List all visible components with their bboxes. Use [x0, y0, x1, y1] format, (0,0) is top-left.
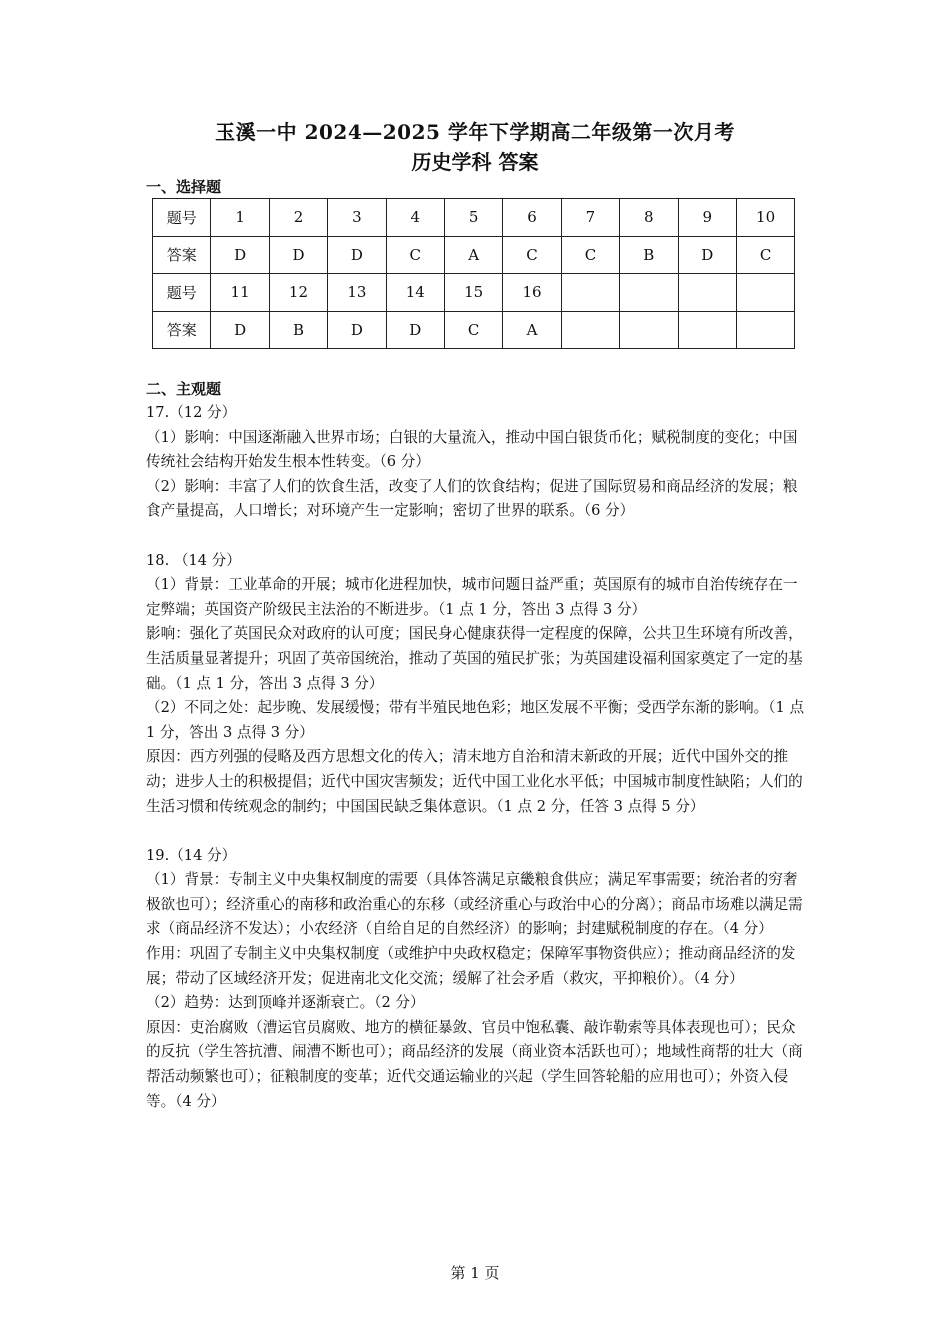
question-19-part3: （2）趋势：达到顶峰并逐渐衰亡。（2 分）	[146, 994, 425, 1012]
question-18-part1: （1）背景：工业革命的开展；城市化进程加快，城市问题日益严重；英国原有的城市自治传统存在一定弊端；英国资产阶级民主法治的不断进步。（1 点 1 分，答出 3 点得 3 分）	[146, 576, 798, 618]
table-cell: D	[269, 236, 327, 274]
table-cell: D	[211, 311, 269, 349]
table-cell	[561, 274, 619, 312]
table-cell	[620, 274, 678, 312]
table-cell	[678, 311, 736, 349]
page-number: 第 1 页	[450, 1264, 500, 1282]
table-cell: 2	[269, 199, 327, 237]
question-19-heading: 19.（14 分）	[146, 846, 237, 864]
table-cell: D	[328, 236, 386, 274]
spacer	[146, 524, 810, 549]
table-cell: 题号	[153, 199, 211, 237]
table-cell: 答案	[153, 311, 211, 349]
table-cell	[620, 311, 678, 349]
question-18-part2: 影响：强化了英国民众对政府的认可度；国民身心健康获得一定程度的保障，公共卫生环境有所改善，生活质量显著提升；巩固了英帝国统治，推动了英国的殖民扩张；为英国建设福利国家奠定了一定的基础。（1 点 1 分，答出 3 点得 3 分）	[146, 625, 803, 692]
answer-table	[152, 198, 795, 349]
question-19-part4: 原因：吏治腐败（漕运官员腐败、地方的横征暴敛、官员中饱私囊、敲诈勒索等具体表现也可）；民众的反抗（学生答抗漕、闹漕不断也可）；商品经济的发展（商业资本活跃也可）；地域性商帮的壮大（商帮活动频繁也可）；征粮制度的变革；近代交通运输业的兴起（学生回答轮船的应用也可）；外资入侵等。（4 分）	[146, 1018, 803, 1110]
table-cell: C	[386, 236, 444, 274]
table-row	[153, 274, 795, 312]
table-cell: 15	[444, 274, 502, 312]
page-subtitle: 历史学科 答案	[411, 150, 539, 174]
table-cell: D	[386, 311, 444, 349]
question-19-part2: 作用：巩固了专制主义中央集权制度（或维护中央政权稳定；保障军事物资供应）；推动商品经济的发展；带动了区域经济开发；促进南北文化交流；缓解了社会矛盾（救灾，平抑粮价）。（4 分）	[146, 945, 796, 987]
table-cell: 答案	[153, 236, 211, 274]
table-cell	[736, 311, 794, 349]
subjective-answers	[146, 401, 810, 1114]
table-cell: 5	[444, 199, 502, 237]
table-cell: C	[444, 311, 502, 349]
table-cell: D	[678, 236, 736, 274]
table-cell: 10	[736, 199, 794, 237]
question-17-part2: （2）影响：丰富了人们的饮食生活，改变了人们的饮食结构；促进了国际贸易和商品经济的发展；粮食产量提高，人口增长；对环境产生一定影响；密切了世界的联系。（6 分）	[146, 477, 798, 520]
table-row	[153, 199, 795, 237]
question-18-heading: 18. （14 分）	[146, 551, 241, 569]
table-cell: 7	[561, 199, 619, 237]
question-18-part4: 原因：西方列强的侵略及西方思想文化的传入；清末地方自治和清末新政的开展；近代中国外交的推动；进步人士的积极提倡；近代中国灾害频发；近代中国工业化水平低；中国城市制度性缺陷；人们的生活习惯和传统观念的制约；中国国民缺乏集体意识。（1 点 2 分，任答 3 点得 5 分）	[146, 748, 803, 815]
table-cell: 8	[620, 199, 678, 237]
table-cell: 3	[328, 199, 386, 237]
table-cell: 题号	[153, 274, 211, 312]
question-17-heading: 17.（12 分）	[146, 404, 237, 421]
page-title: 玉溪一中 2024—2025 学年下学期高二年级第一次月考	[215, 120, 735, 144]
table-cell: 11	[211, 274, 269, 312]
table-cell: C	[561, 236, 619, 274]
table-row	[153, 311, 795, 349]
table-cell: 1	[211, 199, 269, 237]
table-cell	[678, 274, 736, 312]
table-cell: 16	[503, 274, 561, 312]
table-cell: D	[211, 236, 269, 274]
section-heading-subjective: 二、主观题	[146, 380, 222, 398]
section-heading-choice: 一、选择题	[146, 178, 222, 196]
table-cell: 9	[678, 199, 736, 237]
table-cell: 6	[503, 199, 561, 237]
table-cell: C	[736, 236, 794, 274]
table-cell: 4	[386, 199, 444, 237]
table-cell: 13	[328, 274, 386, 312]
table-cell: B	[620, 236, 678, 274]
question-17-part1: （1）影响：中国逐渐融入世界市场；白银的大量流入，推动中国白银货币化；赋税制度的变化；中国传统社会结构开始发生根本性转变。（6 分）	[146, 428, 798, 471]
question-18-part3: （2）不同之处：起步晚、发展缓慢；带有半殖民地色彩；地区发展不平衡；受西学东渐的影响。（1 点 1 分，答出 3 点得 3 分）	[146, 699, 805, 741]
table-cell	[736, 274, 794, 312]
table-cell: A	[503, 311, 561, 349]
table-cell	[561, 311, 619, 349]
table-cell: 12	[269, 274, 327, 312]
table-cell: D	[328, 311, 386, 349]
question-19-part1: （1）背景：专制主义中央集权制度的需要（具体答满足京畿粮食供应；满足军事需要；统治者的穷奢极欲也可）；经济重心的南移和政治重心的东移（或经济重心与政治中心的分离）；商品市场难以满足需求（商品经济不发达）；小农经济（自给自足的自然经济）的影响；封建赋税制度的存在。（4 分）	[146, 871, 803, 938]
table-cell: C	[503, 236, 561, 274]
table-row	[153, 236, 795, 274]
table-cell: A	[444, 236, 502, 274]
table-cell: B	[269, 311, 327, 349]
table-cell: 14	[386, 274, 444, 312]
spacer	[146, 819, 810, 844]
